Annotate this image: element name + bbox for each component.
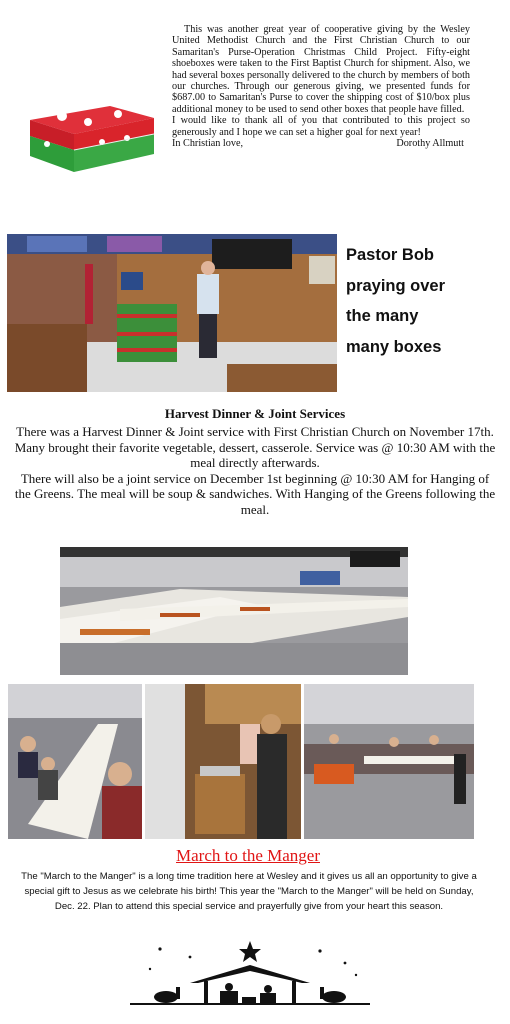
fellowship-hall-photo <box>304 684 474 839</box>
caption-line-1: Pastor Bob <box>346 246 435 264</box>
nativity-silhouette <box>120 935 380 1005</box>
pastor-praying-photo <box>7 234 337 392</box>
signature-line <box>172 138 470 149</box>
diners-photo <box>8 684 142 839</box>
signature-name: Dorothy Allmutt <box>396 138 464 150</box>
harvest-paragraph-2: There will also be a joint service on December 1st beginning @ 10:30 AM for Hanging of the Greens. The meal will be soup & sandwiches. With Hanging of the Greens following the meal. <box>14 470 496 517</box>
harvest-paragraph-1: There was a Harvest Dinner & Joint service with First Christian Church on November 17th. Many brought their favorite vegetable, dessert, casserole. Service was @ 10:30 AM with the meal directly afterwards. <box>14 424 496 471</box>
shoebox-image <box>22 92 157 174</box>
caption-line-3: the many <box>346 307 419 325</box>
food-serving-photo <box>145 684 301 839</box>
harvest-article <box>12 424 498 518</box>
caption-line-2: praying over <box>346 276 446 295</box>
manger-title: March to the Manger <box>176 846 320 865</box>
caption-line-4: many boxes <box>346 337 442 356</box>
harvest-title: Harvest Dinner & Joint Services <box>164 406 346 421</box>
shoebox-article <box>172 24 470 149</box>
pastor-caption <box>346 240 496 362</box>
manger-body: The "March to the Manger" is a long time tradition here at Wesley and it gives us all an opportunity to give a special gift to Jesus as we celebrate his birth! This year the "March to the Manger" will be held on Sunday, Dec. 22. Plan to attend this special service and prayerfully give from your heart this season. <box>21 871 477 912</box>
thanks-paragraph: I would like to thank all of you that contributed to this project so generously and I hope we can set a higher goal for next year! <box>172 115 470 138</box>
intro-paragraph: This was another great year of cooperative giving by the Wesley United Methodist Church and the First Christian Church to our Samaritan's Purse-Operation Christmas Child Project. Fifty-eight shoeboxes were taken to the First Baptist Church for shipment. Also, we had several boxes personally delivered to the church by members of both our churches. Through our generous giving, we presented funds for $687.00 to Samaritan's Purse to cover the shipping cost of $10/box plus additional money to be used to send other boxes that people have filled. <box>172 24 470 115</box>
closing-text: In Christian love, <box>172 138 244 150</box>
dinner-hall-photo <box>60 547 408 675</box>
